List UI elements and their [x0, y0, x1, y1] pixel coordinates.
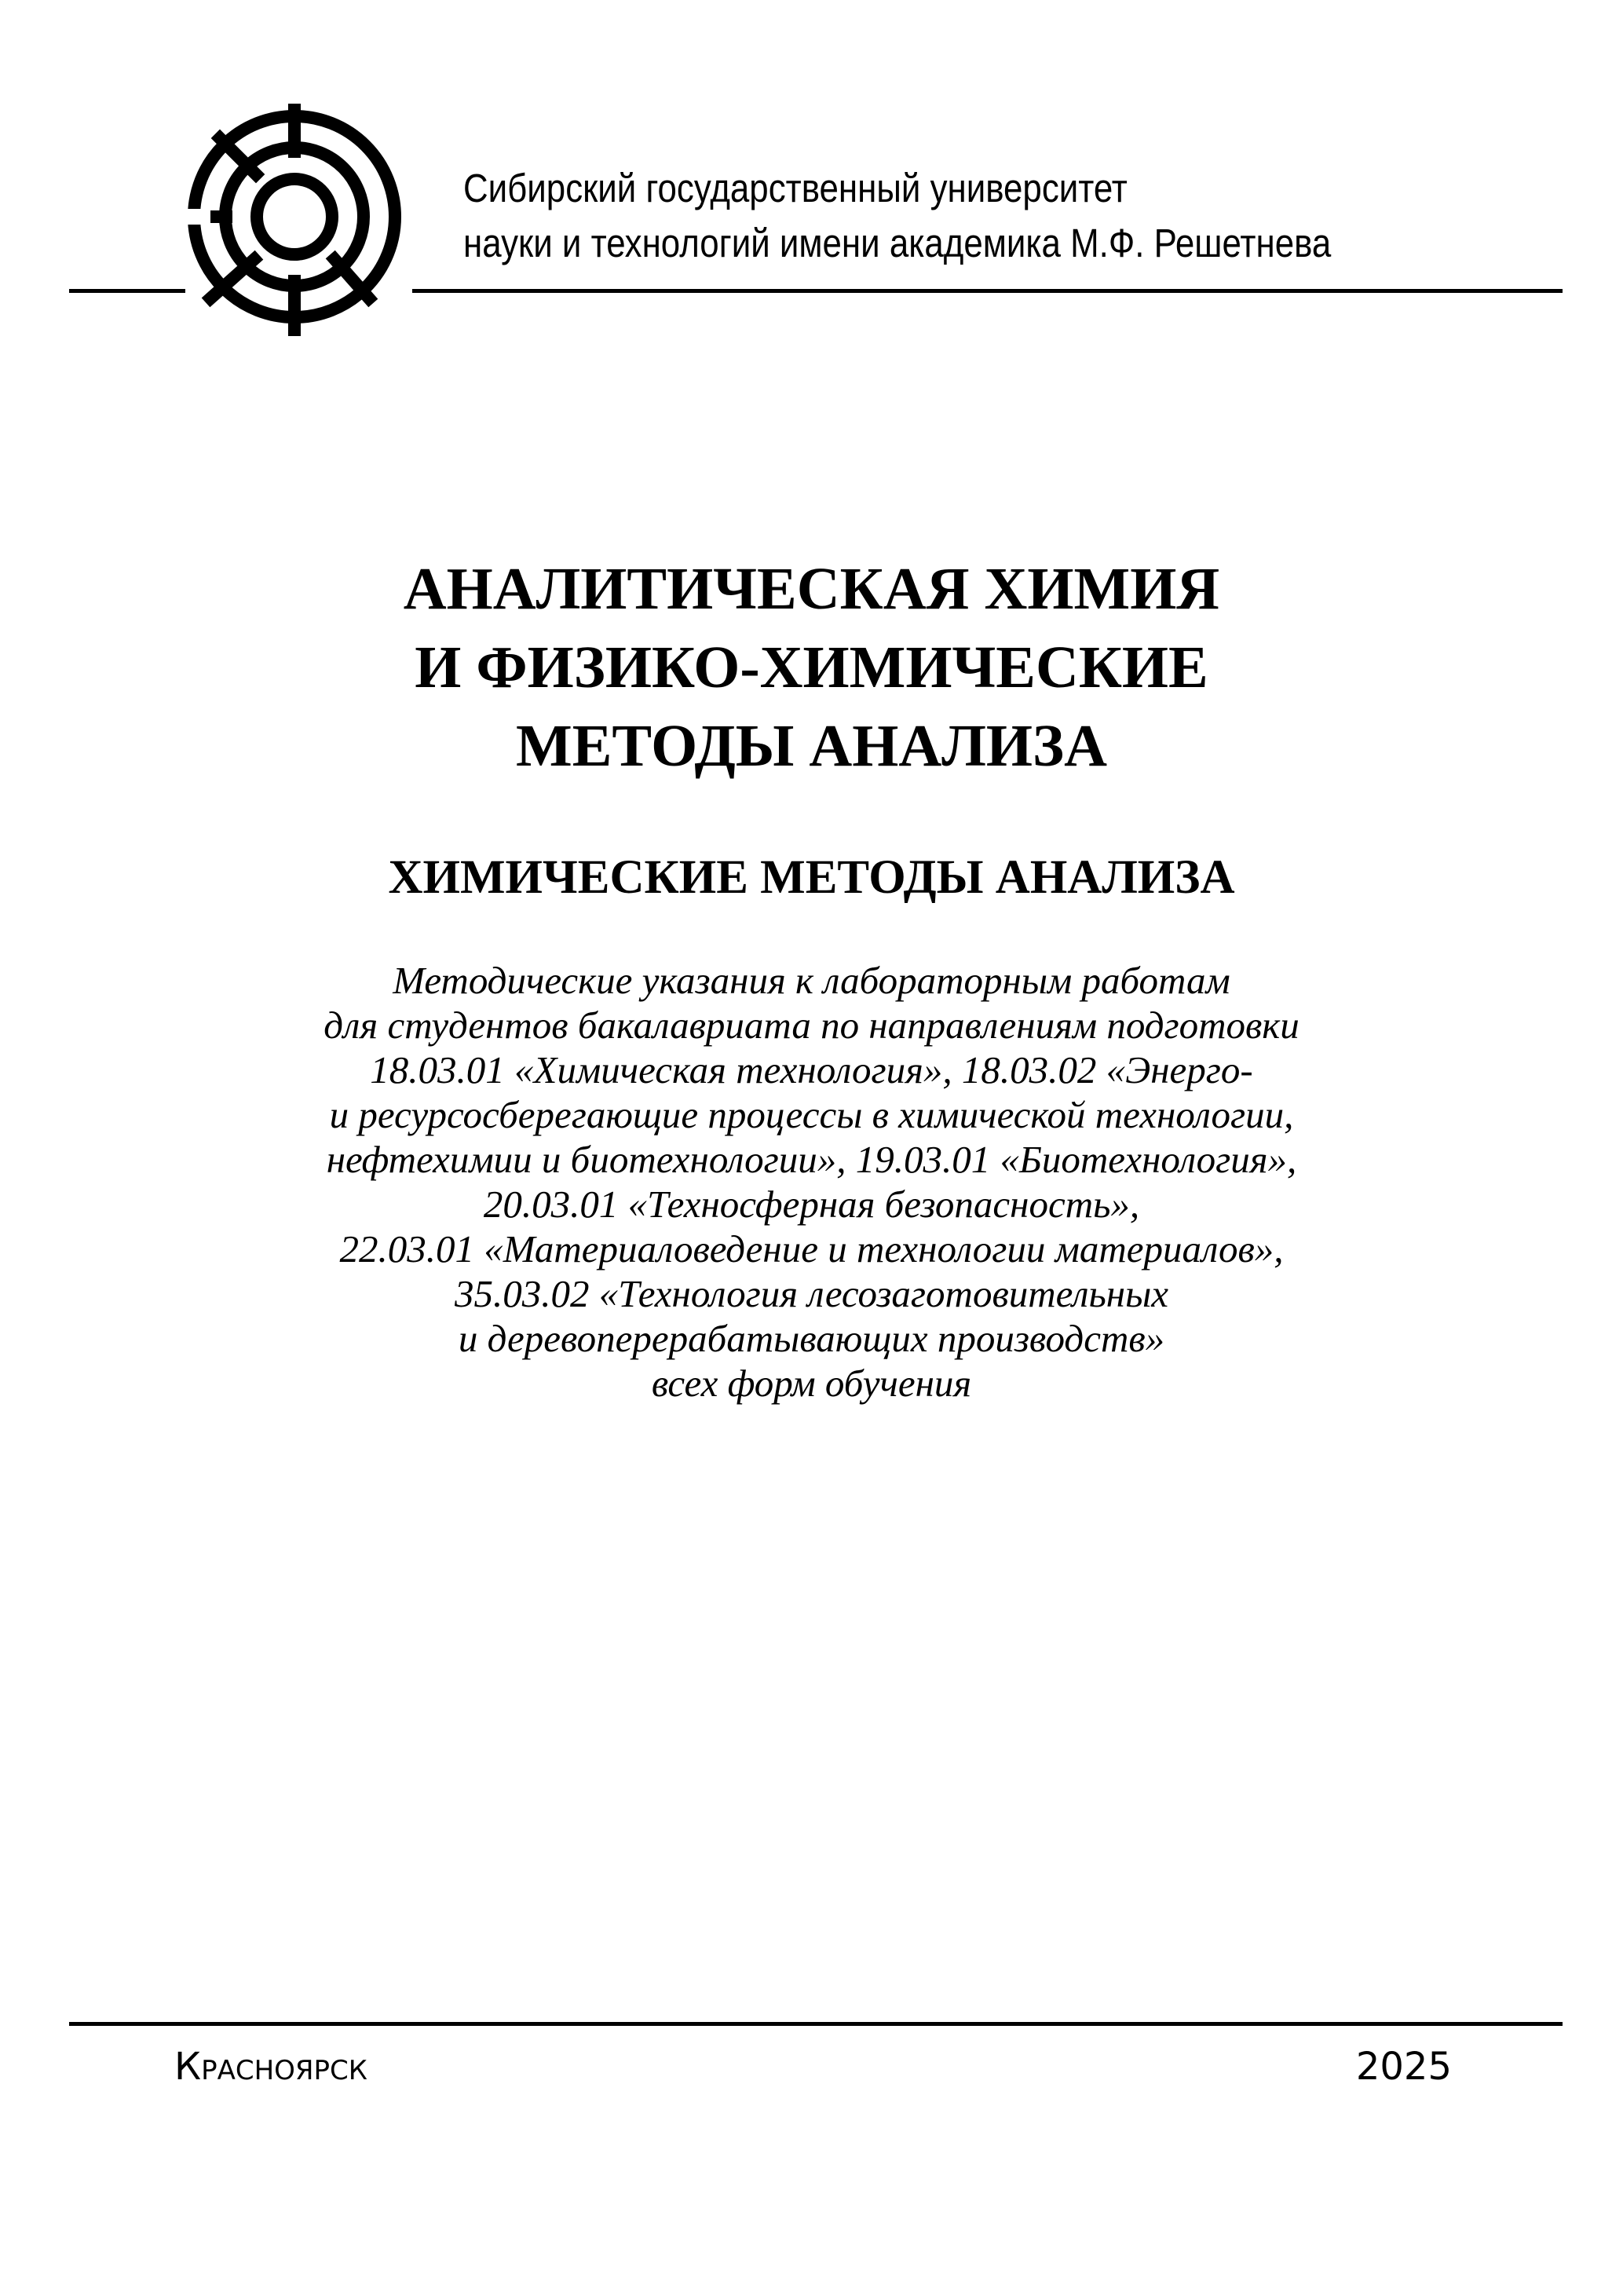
- publication-city: Красноярск: [174, 2045, 367, 2089]
- description-line-6: 20.03.01 «Техносферная безопасность»,: [483, 1183, 1140, 1226]
- description-line-1: Методические указания к лабораторным работам: [393, 959, 1230, 1002]
- title-line-1: АНАЛИТИЧЕСКАЯ ХИМИЯ: [403, 556, 1220, 622]
- description-line-10: всех форм обучения: [651, 1362, 972, 1405]
- publication-year: 2025: [1355, 2045, 1452, 2089]
- description-line-9: и деревоперерабатывающих производств»: [458, 1317, 1165, 1360]
- description-line-8: 35.03.02 «Технология лесозаготовительных: [454, 1272, 1169, 1315]
- university-name: [463, 161, 1331, 271]
- document-description: [0, 958, 1623, 1406]
- description-line-5: нефтехимии и биотехнологии», 19.03.01 «Биотехнология»,: [326, 1138, 1297, 1181]
- description-line-4: и ресурсосберегающие процессы в химической технологии,: [329, 1093, 1294, 1136]
- university-name-line-2: науки и технологий имени академика М.Ф. Решетнева: [463, 221, 1332, 265]
- document-title: [0, 550, 1623, 785]
- document-subtitle: ХИМИЧЕСКИЕ МЕТОДЫ АНАЛИЗА: [388, 851, 1235, 904]
- university-name-line-1: Сибирский государственный университет: [463, 166, 1128, 210]
- university-emblem-icon: [179, 93, 408, 336]
- description-line-3: 18.03.01 «Химическая технология», 18.03.02 «Энерго-: [370, 1048, 1253, 1091]
- header-rule-right: [412, 289, 1563, 293]
- title-line-2: И ФИЗИКО-ХИМИЧЕСКИЕ: [415, 634, 1208, 700]
- description-line-7: 22.03.01 «Материаловедение и технологии материалов»,: [339, 1227, 1284, 1270]
- header-rule-left: [69, 289, 185, 293]
- title-line-3: МЕТОДЫ АНАЛИЗА: [516, 713, 1107, 779]
- footer-rule: [69, 2022, 1563, 2026]
- description-line-2: для студентов бакалавриата по направлениям подготовки: [324, 1004, 1299, 1047]
